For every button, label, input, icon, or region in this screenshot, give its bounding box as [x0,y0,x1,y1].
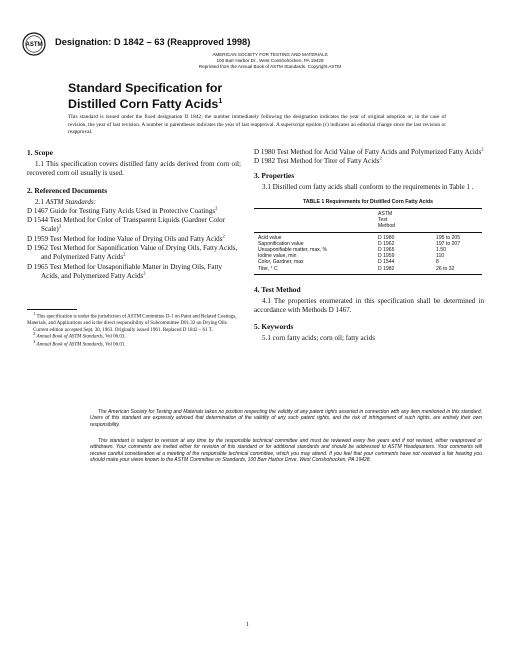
table-cell-property: Unsaponifiable matter, max, % [258,246,328,253]
publisher-line: 100 Barr Harbor Dr., West Conshohocken, PA 19428 [216,58,324,63]
table-header-cell: Test [378,217,388,224]
document-title [68,81,222,111]
publisher-block [150,52,390,70]
footnote: 1 This specification is under the jurisdiction of ASTM Committee D-1 on Paint and Related Coatings, Materials, and Applications and is the direct responsibility of Subcommittee D01.32 on Drying Oils. [27,311,237,327]
table-title: TABLE 1 Requirements for Distilled Corn Fatty Acids [303,198,433,205]
table-cell-value: 197 to 207 [436,240,461,247]
table-cell-property: Iodine value, min [258,253,297,260]
scope-text: 1.1 This specification covers distilled fatty acids derived from corn oil; recovered corn oil usually is used. [27,160,241,178]
title-footnote-mark: 1 [218,98,223,105]
references-sub: 2.1 ASTM Standards: [35,197,97,206]
title-line-2: Distilled Corn Fatty Acids [68,97,219,112]
table-header-cell: ASTM [378,210,393,217]
table-cell-method: D 1980 [378,234,395,241]
footnotes [27,311,241,349]
publisher-line: Reprinted from the Annual Book of ASTM Standards. Copyright ASTM [198,64,342,69]
table-cell-value: 195 to 205 [436,234,461,241]
table-cell-value: 8 [436,259,439,266]
table-header [254,209,482,230]
footnote: Current edition accepted Sept. 30, 1963. Originally issued 1961. Replaced D 1842 – 61 T. [33,327,213,333]
publisher-line: AMERICAN SOCIETY FOR TESTING AND MATERIALS [212,52,328,57]
table-cell-value: 110 [436,253,445,260]
table-cell-value: 26 to 32 [436,265,455,272]
table-cell-value: 1.50 [436,246,446,253]
footnote-rule [27,309,77,310]
table-header-cell: Method [378,223,395,230]
patent-disclaimer: The American Society for Testing and Materials takes no position respecting the validity of any patent rights asserted in connection with any item mentioned in this standard. Users of this standard are expressly advised that determination of the validity of any such patent rights, and the risk of infringement of such rights, are entirely their own responsibility. [90,409,482,428]
reference-item: D 1965 Test Method for Unsaponifiable Matter in Drying Oils, Fatty Acids, and Polymerized Fatty Acids$^2$ [27,262,223,280]
keywords-text: 5.1 corn fatty acids; corn oil; fatty acids [262,334,376,343]
table-cell-property: Acid value [258,234,282,241]
svg-text:ASTM: ASTM [25,42,43,49]
section-heading-test-method: 4. Test Method [254,284,301,294]
section-heading-properties: 3. Properties [254,170,295,180]
left-column [27,148,241,281]
properties-text: 3.1 Distilled corn fatty acids shall conform to the requirements in Table 1 . [262,182,474,191]
section-heading-scope: 1. Scope [27,148,53,157]
section-heading-references: 2. Referenced Documents [27,185,108,195]
table-cell-method: D 1965 [378,246,395,253]
table-cell-property: Titer, ° C [258,265,278,272]
table-cell-method: D 1959 [378,253,395,260]
reference-item: D 1982 Test Method for Titer of Fatty Acids$^2$ [254,155,382,166]
reference-item: D 1980 Test Method for Acid Value of Fatty Acids and Polymerized Fatty Acids$^2$ [254,146,484,156]
right-column [254,148,484,344]
intro-paragraph: This standard is issued under the fixed designation D 1842; the number immediately following the designation indicates the year of original adoption or, in the case of revision, the year of last revision. A number in parentheses indicates the year of last reapproval. A superscript epsilon (ε) indicates an editorial change since the last revision or reapproval. [68,114,446,136]
reference-item: D 1467 Guide for Testing Fatty Acids Used in Protective Coatings$^2$ [27,205,218,215]
designation: Designation: D 1842 – 63 (Reapproved 1998) [55,37,251,47]
table-cell-method: D 1962 [378,240,395,247]
table-cell-method: D 1982 [378,265,395,272]
reference-item: D 1962 Test Method for Saponification Value of Drying Oils, Fatty Acids, and Polymerized Fatty Acids$^2$ [27,244,238,262]
reference-item: D 1544 Test Method for Color of Transparent Liquids (Gardner Color Scale)$^3$ [27,216,225,234]
footnote: 3 Annual Book of ASTM Standards, Vol 06.01. [33,338,126,348]
footnote: 2 Annual Book of ASTM Standards, Vol 06.03. [33,331,126,341]
table-row [254,266,482,272]
title-line-1: Standard Specification for [68,81,223,95]
reference-item: D 1959 Test Method for Iodine Value of Drying Oils and Fatty Acids$^2$ [27,233,225,243]
astm-logo-icon [22,32,46,56]
section-heading-keywords: 5. Keywords [254,322,294,332]
table-cell-property: Saponification value [258,240,304,247]
table-cell-property: Color, Gardner, max [258,259,304,266]
table-body [254,235,482,272]
revision-notice: This standard is subject to revision at any time by the responsible technical committee and must be reviewed every five years and if not revised, either reapproved or withdrawn. Your comments are invited either for revision of this standard or for additional standards and should be addressed to ASTM Headquarters. Your comments will receive careful consideration at a meeting of the responsible technical committee, which you may attend. If you feel that your comments have not received a fair hearing you should make your views known to the ASTM Committee on Standards, 100 Barr Harbor Drive, West Conshohocken, PA 19428. [90,438,482,464]
page-number: 1 [246,622,249,628]
test-method-text: 4.1 The properties enumerated in this specification shall be determined in accordance with Methods D 1467. [254,296,484,315]
requirements-table [254,199,482,275]
table-cell-method: D 1544 [378,259,395,266]
